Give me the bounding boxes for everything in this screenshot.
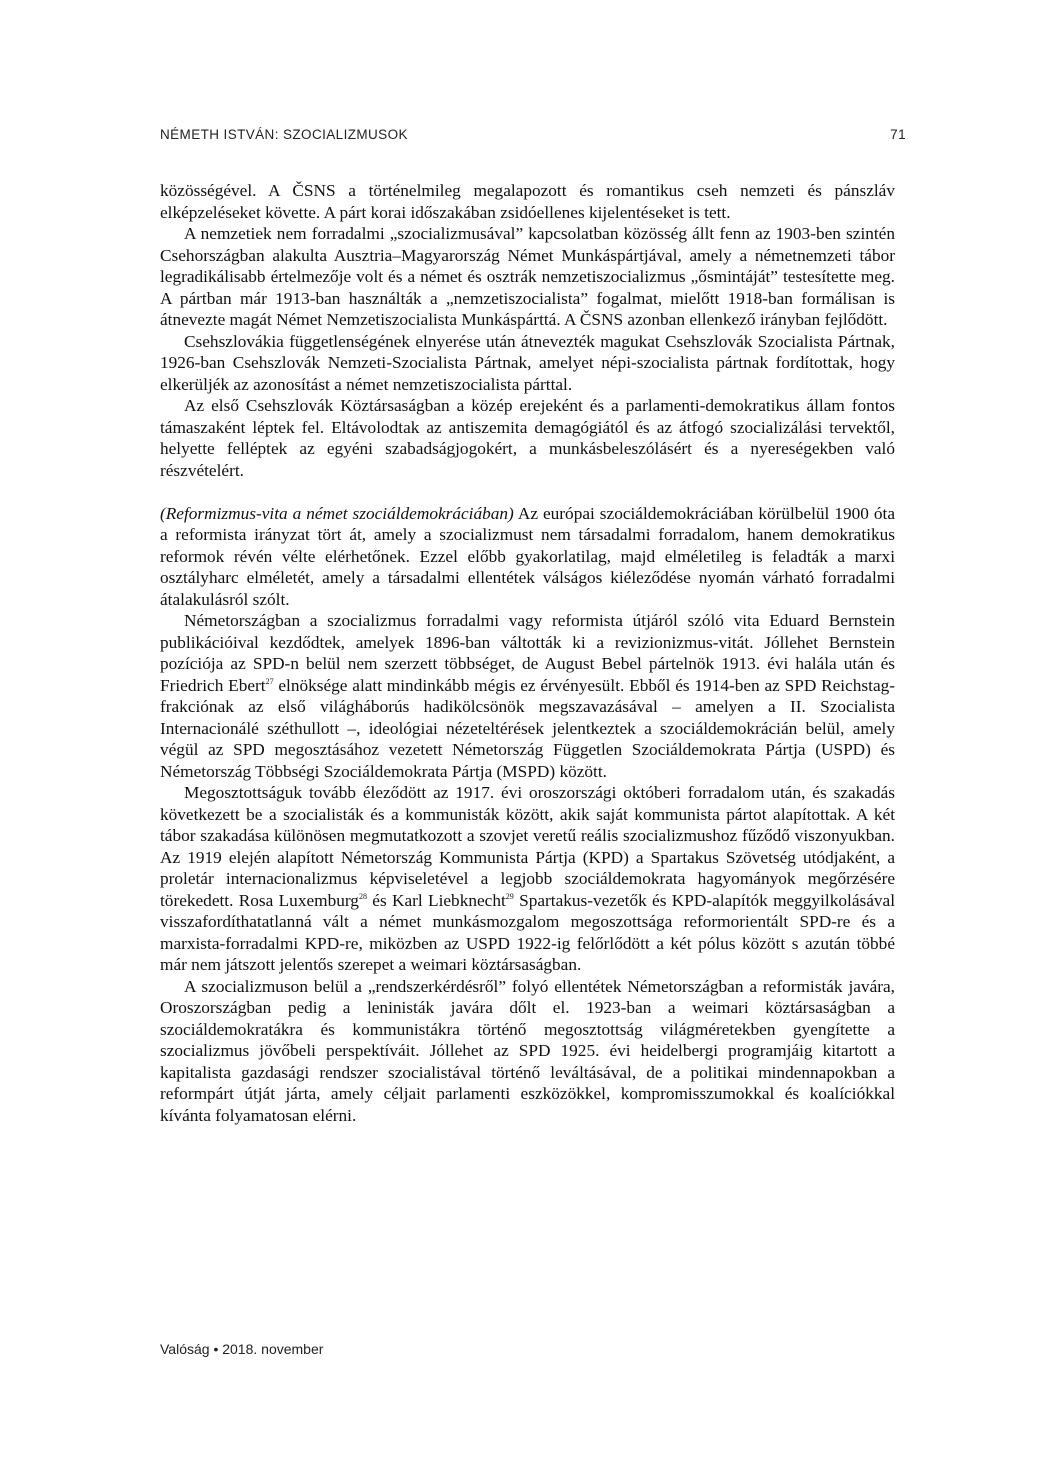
paragraph [160,610,895,782]
paragraph-text: Németországban a szocializmus forradalmi vagy reformista útjáról szóló vita Eduard Bernstein publikációival kezdődtek, amelyek 1896-ban váltották ki a revizionizmus-vitát. Jóllehet Bernstein pozíciója az SPD-n belül nem szerzett többséget, de August Bebel pártelnök 1913. évi halála után és Friedrich Ebert [160,611,895,695]
paragraph [160,782,895,976]
footnote-marker[interactable]: 27 [265,676,274,686]
paragraph: Az első Csehszlovák Köztársaságban a közép erejeként és a parlamenti-demokratikus állam fontos támaszaként léptek fel. Eltávolodtak az antiszemita demagógiától és az átfogó szocializálási tervektől, helyette felléptek az egyéni szabadságjogokért, a munkásbeleszólásért és a nyereségekben való részvételért. [160,396,895,480]
body-text [160,180,895,1126]
running-header [160,127,906,142]
paragraph: A nemzetiek nem forradalmi „szocializmusával” kapcsolatban közösség állt fenn az 1903-ben szintén Csehországban alakulta Ausztria–Magyarország Német Munkáspártjával, amely a németnemzeti tábor legradikálisabb értelmezője volt és a német és osztrák nemzetiszocializmus „ősmintáját” testesítette meg. A pártban már 1913-ban használták a „nemzetiszocialista” fogalmat, mielőtt 1918-ban formálisan is átnevezte magát Német Nemzetiszocialista Munkáspárttá. A ČSNS azonban ellenkező irányban fejlődött. [160,224,895,329]
paragraph: A szocializmuson belül a „rendszerkérdésről” folyó ellentétek Németországban a reformisták javára, Oroszországban pedig a leninisták javára dőlt el. 1923-ban a weimari köztársaságban a szociáldemokratákra és kommunistákra történő megosztottság világméretekben gyengítette a szocializmus jövőbeli perspektíváit. Jóllehet az SPD 1925. évi heidelbergi programjáig kitartott a kapitalista gazdasági rendszer szocialistával történő leváltásával, de a politikai mindennapokban a reformpárt útját járta, amely céljait parlamenti eszközökkel, kompromisszumokkal és koalíciókkal kívánta folyamatosan elérni. [160,976,895,1125]
footnote-marker[interactable]: 29 [505,891,514,901]
paragraph-text: és Karl Liebknecht [366,890,506,910]
paragraph: közösségével. A ČSNS a történelmileg megalapozott és romantikus cseh nemzeti és pánszláv elképzeléseket követte. A párt korai időszakában zsidóellenes kijelentéseket is tett. [160,181,895,222]
paragraph-text: elnöksége alatt mindinkább mégis ez érvényesült. Ebből és 1914-ben az SPD Reichstag-frakciónak az első világháborús hadikölcsönök megszavazásával – amelyen a II. Szocialista Internacionálé széthullott –, ideológiai nézeteltérések jelentkeztek a szociáldemokrácián belül, amely végül az SPD megosztásához vezetett Németország Független Szociáldemokrata Pártja (USPD) és Németország Többségi Szociáldemokrata Pártja (MSPD) között. [160,675,896,781]
paragraph-text: Megosztottságuk tovább éleződött az 1917. évi oroszországi októberi forradalom után, és szakadás következett be a szocialisták és a kommunisták között, akik saját kommunista pártot alapítottak. A két tábor szakadása különösen megmutatkozott a szovjet veretű reális szocializmushoz fűződő viszonyukban. Az 1919 elején alapított Németország Kommunista Pártja (KPD) a Spartakus Szövetség utódjaként, a proletár internacionalizmus képviseletével a legjobb szociáldemokrata hagyományok megőrzésére törekedett. Rosa Luxemburg [160,783,895,910]
running-title: NÉMETH ISTVÁN: SZOCIALIZMUSOK [160,127,408,142]
paragraph-text: Spartakus-vezetők és KPD-alapítók meggyilkolásával visszafordíthatatlanná vált a német munkásmozgalom megoszottsága reformorientált SPD-re és a marxista-forradalmi KPD-re, miközben az USPD 1922-ig felőrlődött a két pólus között s azután többé már nem játszott jelentős szerepet a weimari köztársaságban. [160,890,895,974]
section-paragraph-text: Az európai szociáldemokráciában körülbelül 1900 óta a reformista irányzat tört át, amely a szocializmust nem társadalmi forradalom, hanem demokratikus reformok révén vélte elérhetőnek. Ezzel előbb gyakorlatilag, majd elméletileg is feladták a marxi osztályharc elméletét, amely a társadalmi ellentétek válságos kiéleződése nyomán várható forradalmi átalakulásról szólt. [160,503,895,609]
section-title: (Reformizmus-vita a német szociáldemokráciában) [160,503,514,523]
section-paragraph [160,503,895,611]
paragraph: Csehszlovákia függetlenségének elnyerése után átnevezték magukat Csehszlovák Szocialista Pártnak, 1926-ban Csehszlovák Nemzeti-Szocialista Pártnak, amelyet népi-szocialista pártnak fordítottak, hogy elkerüljék az azonosítást a német nemzetiszocialista párttal. [160,331,895,394]
running-footer: Valóság • 2018. november [160,1341,324,1357]
page-number: 71 [890,127,906,142]
footnote-marker[interactable]: 28 [358,891,367,901]
